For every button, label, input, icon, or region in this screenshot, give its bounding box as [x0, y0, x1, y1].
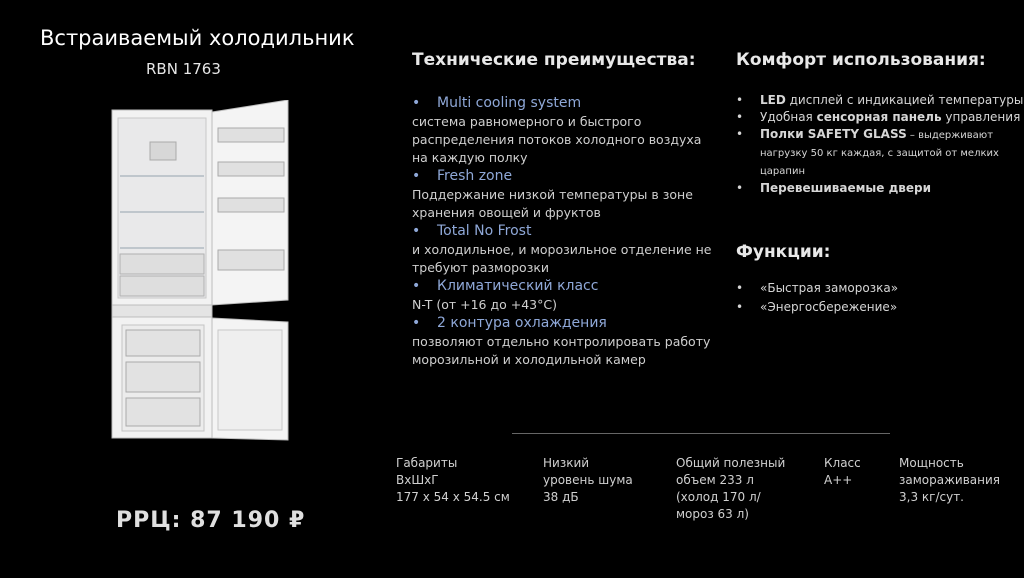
fridge-image: [108, 100, 298, 445]
bullet-icon: •: [736, 281, 744, 295]
comfort-list: [736, 92, 1024, 197]
tech-item-title: Fresh zone: [437, 168, 513, 184]
function-item-text: «Быстрая заморозка»: [760, 281, 899, 295]
tech-item-desc: позволяют отдельно контролировать работу морозильной и холодильной камер: [412, 334, 711, 367]
tech-item: [412, 167, 712, 222]
spec-line: (холод 170 л/: [676, 490, 761, 504]
tech-heading: Технические преимущества:: [412, 50, 696, 70]
section-divider: [512, 433, 890, 434]
spec-line: А++: [824, 473, 853, 487]
tech-item: [412, 222, 712, 277]
bullet-icon: •: [736, 127, 744, 141]
comfort-item: [736, 126, 1024, 180]
function-item: [736, 299, 1016, 316]
spec-dimensions: [396, 455, 510, 506]
spec-line: Общий полезный: [676, 456, 786, 470]
comfort-item: [736, 92, 1024, 109]
spec-freezing-power: [899, 455, 1000, 506]
tech-item-title: Климатический класс: [437, 278, 599, 294]
spec-line: Класс: [824, 456, 861, 470]
comfort-item-bold: Перевешиваемые двери: [760, 181, 932, 195]
tech-item-title: Total No Frost: [437, 223, 532, 239]
function-item: [736, 280, 1016, 297]
spec-line: 3,3 кг/сут.: [899, 490, 964, 504]
tech-item-desc: и холодильное, и морозильное отделение не требуют разморозки: [412, 242, 712, 275]
product-model: RBN 1763: [146, 60, 221, 78]
bullet-icon: •: [412, 95, 421, 111]
spec-line: ВхШхГ: [396, 473, 439, 487]
comfort-item-text: Удобная: [760, 110, 817, 124]
tech-item-desc: система равномерного и быстрого распределения потоков холодного воздуха на каждую полку: [412, 114, 702, 165]
spec-volume: [676, 455, 785, 523]
bullet-icon: •: [736, 300, 744, 314]
functions-list: [736, 280, 1016, 318]
product-title: Встраиваемый холодильник: [40, 26, 355, 50]
tech-item-title: Multi cooling system: [437, 95, 582, 111]
comfort-item-text: дисплей с индикацией температуры: [785, 93, 1024, 107]
spec-line: Мощность: [899, 456, 964, 470]
spec-line: Низкий: [543, 456, 590, 470]
tech-item-desc: Поддержание низкой температуры в зоне хранения овощей и фруктов: [412, 187, 693, 220]
tech-item: [412, 94, 712, 167]
functions-heading: Функции:: [736, 242, 831, 262]
comfort-heading: Комфорт использования:: [736, 50, 986, 70]
comfort-item-bold: LED: [760, 93, 786, 107]
tech-item-title: 2 контура охлаждения: [437, 315, 607, 331]
spec-line: объем 233 л: [676, 473, 754, 487]
tech-item: [412, 277, 712, 314]
price-label: РРЦ: 87 190 ₽: [116, 508, 306, 533]
tech-item-desc: N-T (от +16 до +43°C): [412, 297, 557, 312]
comfort-item: [736, 180, 1024, 197]
comfort-item-bold: сенсорная панель: [816, 110, 942, 124]
bullet-icon: •: [736, 93, 744, 107]
spec-line: Габариты: [396, 456, 458, 470]
comfort-item-text: управления: [941, 110, 1021, 124]
tech-list: [412, 94, 712, 369]
spec-line: уровень шума: [543, 473, 633, 487]
bullet-icon: •: [736, 110, 744, 124]
tech-item: [412, 314, 712, 369]
bullet-icon: •: [736, 181, 744, 195]
spec-line: 177 х 54 х 54.5 см: [396, 490, 510, 504]
comfort-item-bold: Полки SAFETY GLASS: [760, 127, 907, 141]
bullet-icon: •: [412, 278, 421, 294]
function-item-text: «Энергосбережение»: [760, 300, 898, 314]
bullet-icon: •: [412, 223, 421, 239]
comfort-item: [736, 109, 1024, 126]
spec-line: 38 дБ: [543, 490, 579, 504]
spec-line: замораживания: [899, 473, 1000, 487]
comfort-item-text: – выдерживают нагрузку 50 кг каждая, с защитой от мелких царапин: [760, 130, 999, 177]
spec-noise: [543, 455, 633, 506]
bullet-icon: •: [412, 315, 421, 331]
spec-line: мороз 63 л): [676, 507, 749, 521]
spec-class: [824, 455, 861, 489]
bullet-icon: •: [412, 168, 421, 184]
